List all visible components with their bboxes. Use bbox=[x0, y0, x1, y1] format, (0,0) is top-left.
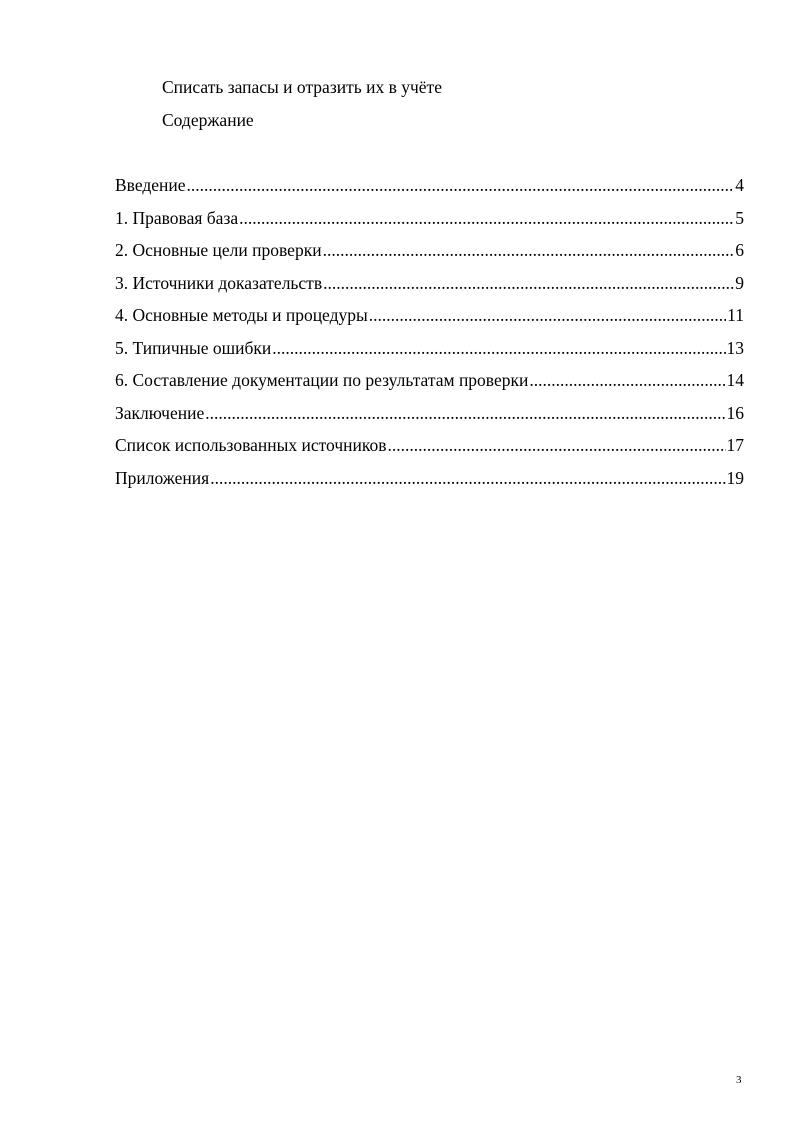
toc-entry-page: 4 bbox=[735, 175, 744, 195]
toc-entry-label: 5. Типичные ошибки bbox=[115, 337, 272, 358]
toc-entry-typical-errors bbox=[115, 338, 744, 371]
toc-dot-leader bbox=[388, 435, 726, 455]
toc-dot-leader bbox=[529, 370, 725, 390]
toc-entry-page: 16 bbox=[726, 402, 744, 423]
toc-entry-label: 4. Основные методы и процедуры bbox=[115, 305, 368, 325]
toc-entry-documentation bbox=[115, 370, 744, 403]
toc-entry-page: 17 bbox=[726, 435, 744, 455]
toc-dot-leader bbox=[369, 305, 726, 325]
table-of-contents bbox=[115, 175, 744, 500]
toc-dot-leader bbox=[239, 208, 734, 228]
toc-entry-page: 11 bbox=[727, 305, 744, 325]
toc-entry-goals bbox=[115, 240, 744, 273]
toc-entry-label: 3. Источники доказательств bbox=[115, 272, 323, 293]
toc-entry-page: 13 bbox=[726, 337, 744, 358]
toc-heading: Содержание bbox=[162, 110, 254, 130]
document-title: Списать запасы и отразить их в учёте bbox=[162, 77, 442, 97]
toc-entry-legal-basis bbox=[115, 208, 744, 241]
toc-entry-appendices bbox=[115, 468, 744, 501]
toc-entry-label: 1. Правовая база bbox=[115, 207, 239, 228]
toc-entry-evidence-sources bbox=[115, 273, 744, 306]
toc-dot-leader bbox=[205, 403, 725, 423]
toc-entry-label: 2. Основные цели проверки bbox=[115, 240, 322, 260]
toc-entry-references bbox=[115, 435, 744, 468]
page-number: 3 bbox=[736, 1074, 742, 1086]
toc-dot-leader bbox=[187, 175, 734, 195]
toc-dot-leader bbox=[272, 338, 725, 358]
toc-entry-label: Приложения bbox=[115, 467, 210, 488]
toc-dot-leader bbox=[323, 240, 734, 260]
toc-entry-label: Заключение bbox=[115, 402, 205, 423]
toc-dot-leader bbox=[210, 468, 725, 488]
toc-entry-page: 14 bbox=[726, 370, 744, 390]
toc-entry-page: 6 bbox=[735, 240, 744, 260]
toc-entry-methods bbox=[115, 305, 744, 338]
toc-entry-label: Список использованных источников bbox=[115, 435, 387, 455]
toc-entry-label: 6. Составление документации по результатам проверки bbox=[115, 370, 529, 390]
toc-entry-introduction bbox=[115, 175, 744, 208]
toc-entry-page: 9 bbox=[735, 272, 744, 293]
toc-entry-page: 19 bbox=[726, 467, 744, 488]
toc-dot-leader bbox=[323, 273, 734, 293]
toc-entry-conclusion bbox=[115, 403, 744, 436]
toc-entry-label: Введение bbox=[115, 175, 186, 195]
toc-entry-page: 5 bbox=[735, 207, 744, 228]
